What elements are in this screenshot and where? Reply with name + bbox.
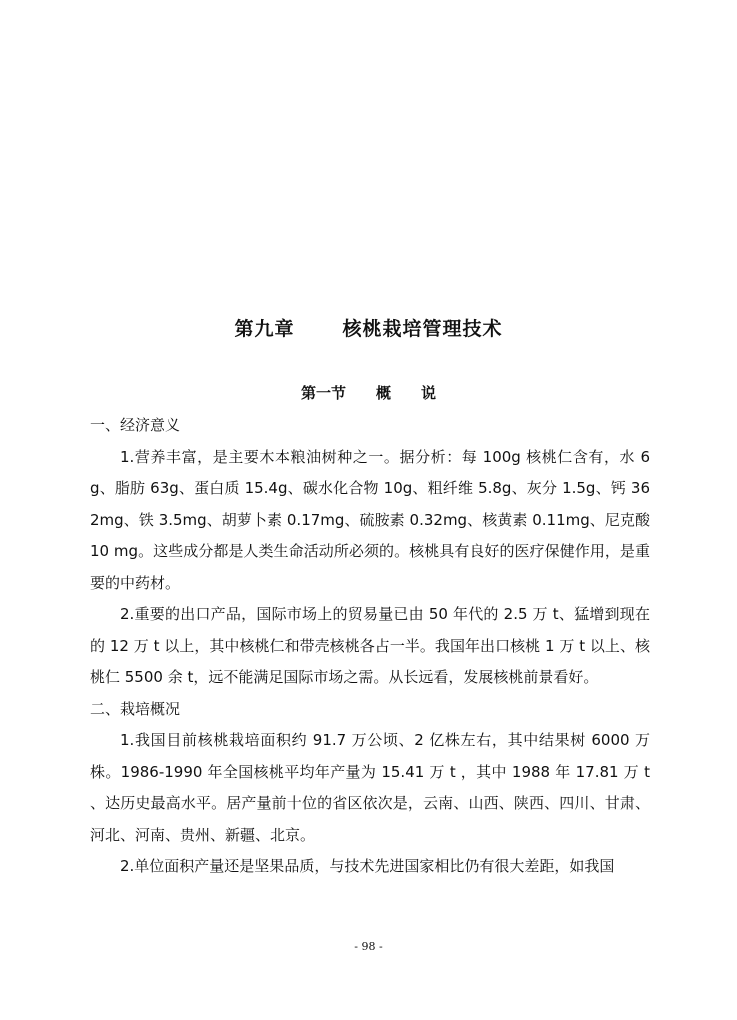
paragraph-nutrition: 1.营养丰富，是主要木本粮油树种之一。据分析：每 100g 核桃仁含有，水 6g、脂肪 63g、蛋白质 15.4g、碳水化合物 10g、粗纤维 5.8g、灰分 1.5g、钙 362mg、铁 3.5mg、胡萝卜素 0.17mg、硫胺素 0.32mg、核黄素 0.11mg、尼克酸 10 mg。这些成分都是人类生命活动所必须的。核桃具有良好的医疗保健作用，是重要的中药材。 xyxy=(90,447,650,592)
section-number: 第一节 xyxy=(300,384,346,402)
chapter-title xyxy=(0,314,737,341)
paragraph-export: 2.重要的出口产品，国际市场上的贸易量已由 50 年代的 2.5 万 t、猛增到现在的 12 万 t 以上，其中核桃仁和带壳核桃各占一半。我国年出口核桃 1 万 t 以上、核桃仁 5500 余 t，远不能满足国际市场之需。从长远看，发展核桃前景看好。 xyxy=(90,605,650,686)
section-name-part1: 概 xyxy=(375,384,391,402)
page-number: - 98 - xyxy=(354,940,383,953)
paragraph-yield-quality: 2.单位面积产量还是坚果品质，与技术先进国家相比仍有很大差距，如我国 xyxy=(120,857,615,875)
chapter-name: 核桃栽培管理技术 xyxy=(342,318,503,340)
heading-cultivation-overview: 二、栽培概况 xyxy=(90,699,181,718)
body-text xyxy=(90,410,650,883)
chapter-number: 第九章 xyxy=(234,318,295,340)
section-name-part2: 说 xyxy=(421,384,437,402)
heading-economic-significance: 一、经济意义 xyxy=(90,416,181,434)
paragraph-cultivation-area: 1.我国目前核桃栽培面积约 91.7 万公顷、2 亿株左右，其中结果树 6000 万株。1986-1990 年全国核桃平均年产量为 15.41 万 t ，其中 1988 年 17.81 万 t 、达历史最高水平。居产量前十位的省区依次是，云南、山西、陕西、四川、甘肃、河北、河南、贵州、新疆、北京。 xyxy=(90,731,650,844)
section-title xyxy=(0,382,737,403)
